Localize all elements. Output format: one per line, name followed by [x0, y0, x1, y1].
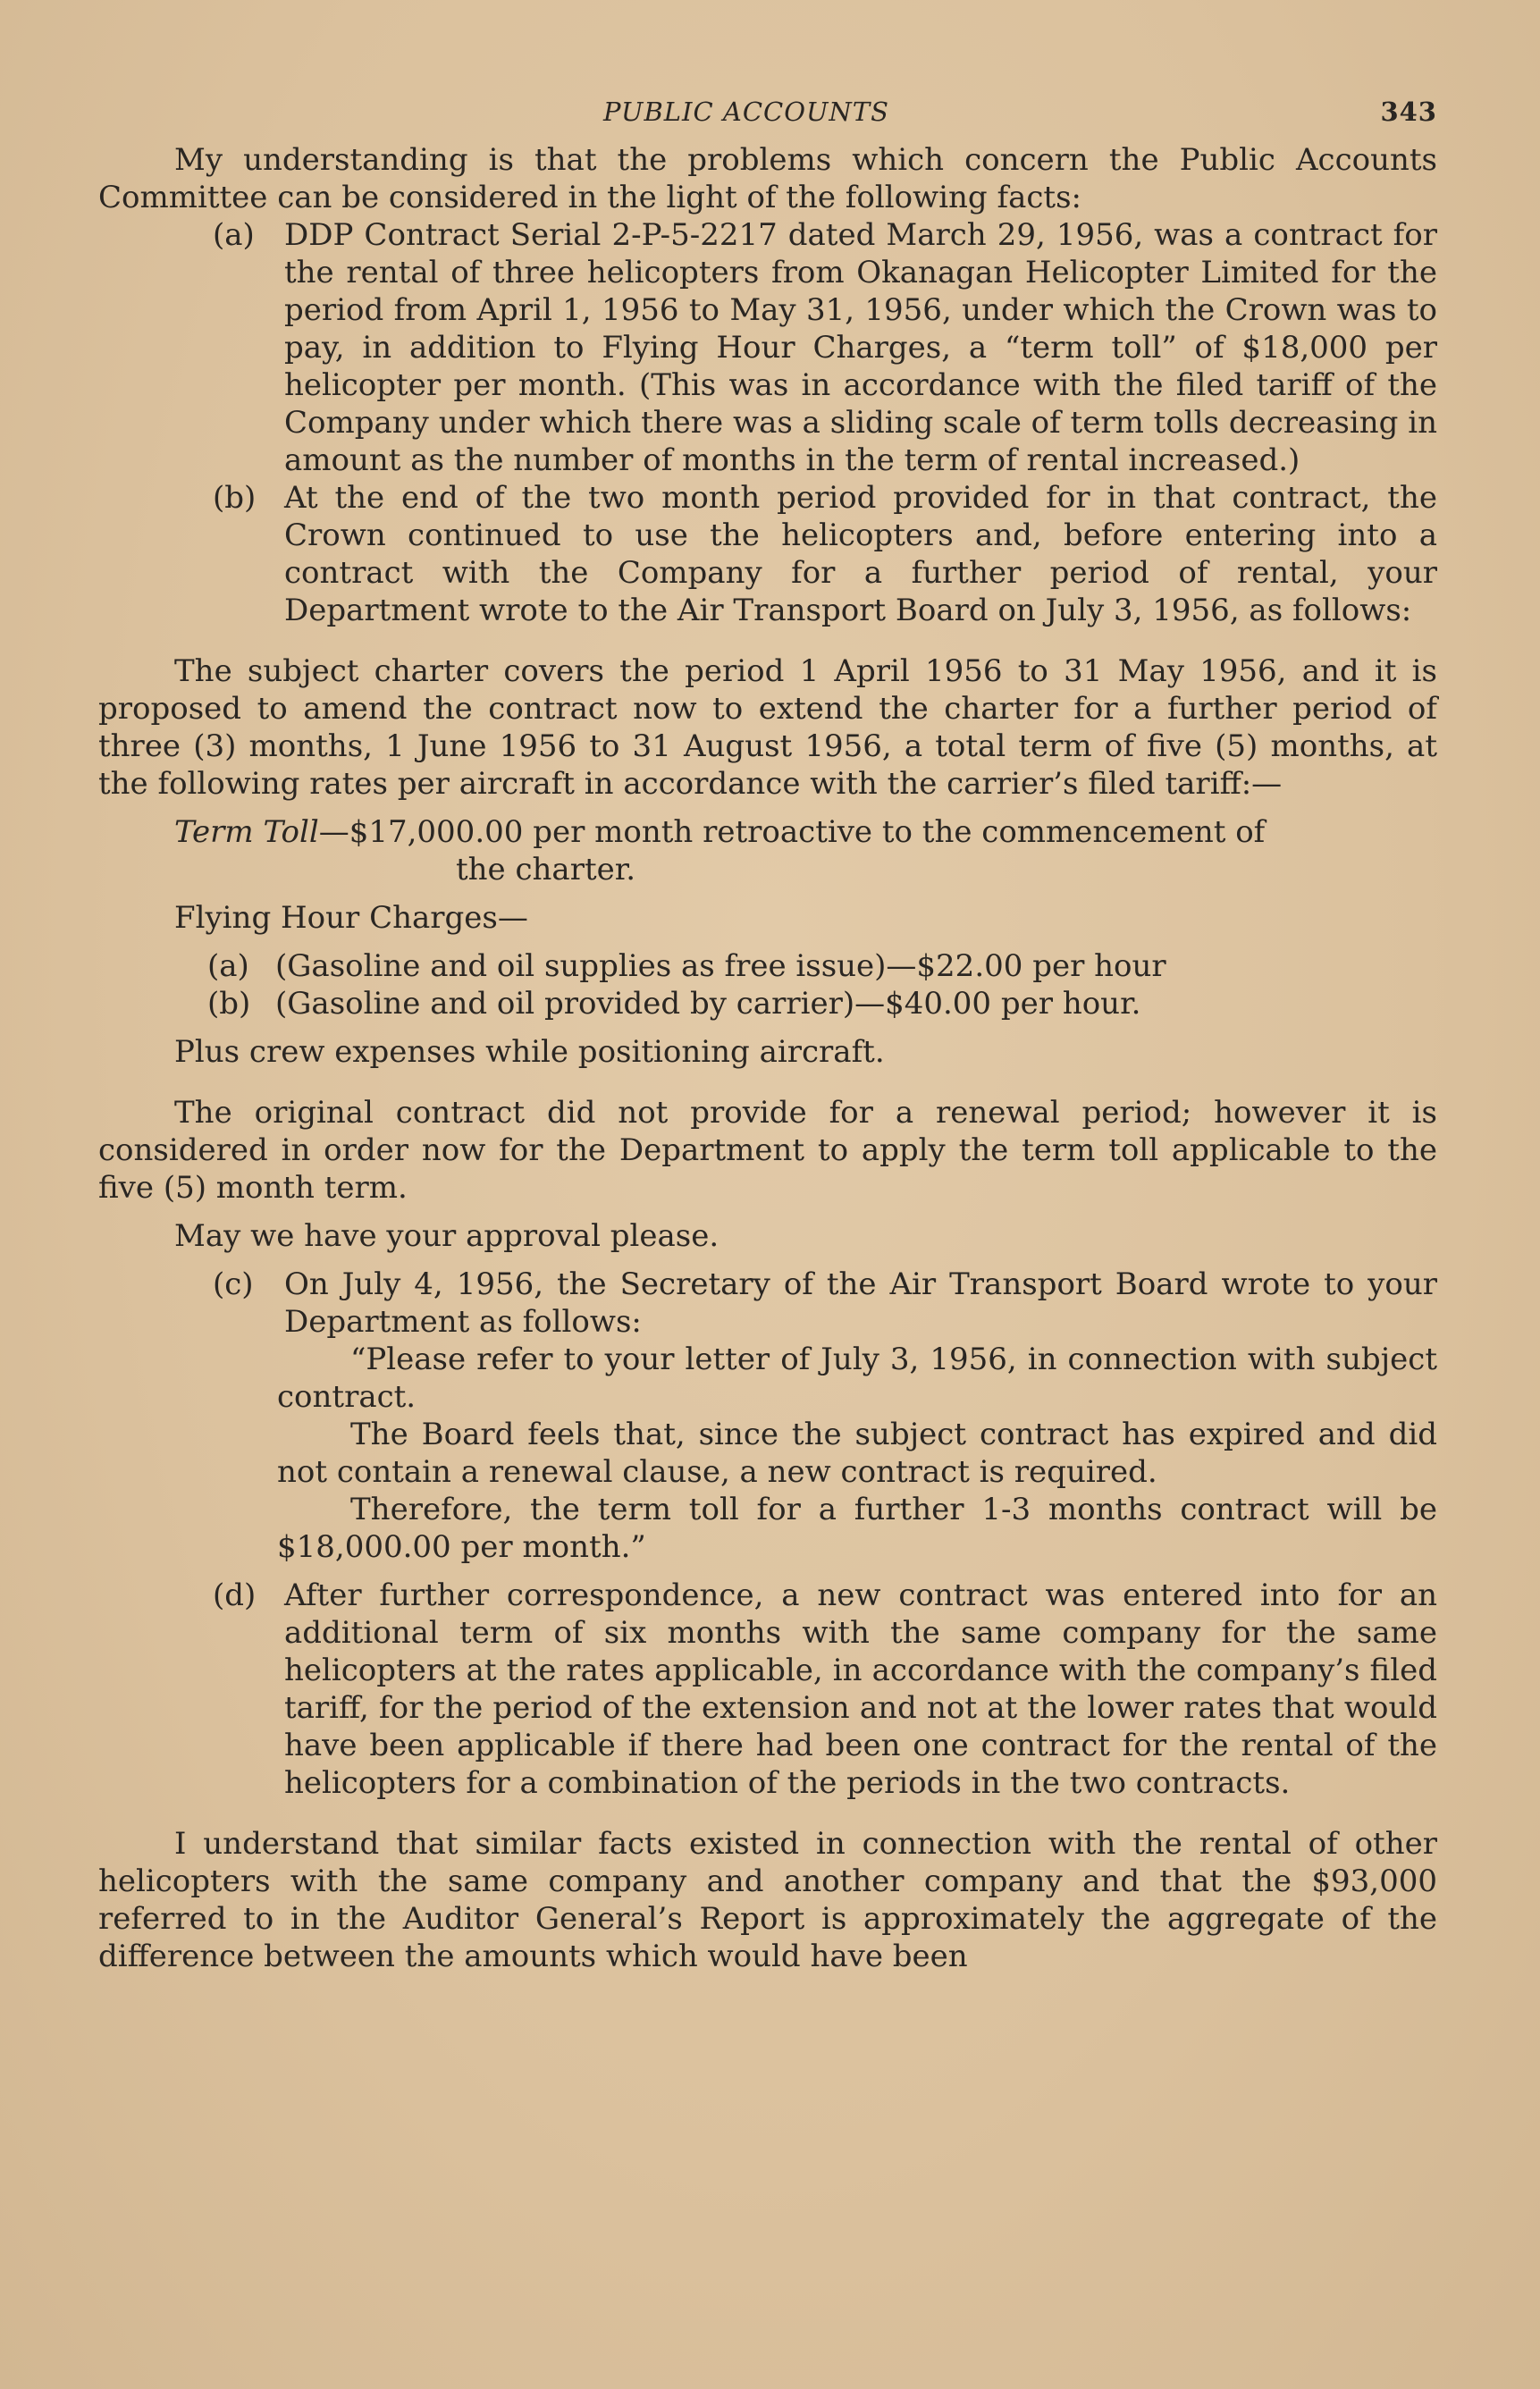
approval-line: May we have your approval please. [174, 1218, 720, 1254]
closing-paragraph: I understand that similar facts existed in connection with the rental of other helicopters with the same company and another company and that the $93,000 referred to in the Auditor General’s Report is approximately the aggregate of the difference between the amounts which would have been [98, 1826, 1437, 1974]
term-toll-line [98, 813, 1437, 888]
page-number: 343 [1380, 97, 1437, 127]
quote-paragraph-3: Therefore, the term toll for a further 1-3 months contract will be $18,000.00 per month.” [277, 1492, 1437, 1565]
item-label: (d) [213, 1577, 257, 1613]
item-label: (a) [207, 948, 249, 984]
list-item-c [98, 1266, 1437, 1341]
list-item-a [98, 216, 1437, 479]
charge-item-a [98, 947, 1437, 985]
flying-hour-heading: Flying Hour Charges— [174, 900, 528, 936]
intro-paragraph: My understanding is that the problems which concern the Public Accounts Committee can be considered in the light of the following facts: [98, 142, 1437, 215]
item-text: On July 4, 1956, the Secretary of the Air Transport Board wrote to your Department as follows: [284, 1266, 1437, 1340]
running-title: PUBLIC ACCOUNTS [603, 97, 889, 127]
list-item-b [98, 479, 1437, 629]
item-text: DDP Contract Serial 2-P-5-2217 dated March 29, 1956, was a contract for the rental of three helicopters from Okanagan Helicopter Limited for the period from April 1, 1956 to May 31, 1956, under which the Crown was to pay, in addition to Flying Hour Charges, a “term toll” of $18,000 per helicopter per month. (This was in accordance with the filed tariff of the Company under which there was a sliding scale of term tolls decreasing in amount as the number of months in the term of rental increased.) [284, 217, 1437, 478]
item-label: (b) [207, 986, 251, 1022]
letter-paragraph: The subject charter covers the period 1 April 1956 to 31 May 1956, and it is proposed to amend the contract now to extend the charter for a further period of three (3) months, 1 June 1956 to 31 August 1956, a total term of five (5) months, at the following rates per aircraft in accordance with the carrier’s filed tariff:— [98, 653, 1437, 802]
item-label: (a) [213, 217, 255, 253]
crew-expenses-line: Plus crew expenses while positioning aircraft. [174, 1034, 885, 1070]
item-label: (c) [213, 1266, 254, 1302]
running-header [98, 97, 1437, 141]
charge-item-b [98, 985, 1437, 1022]
term-toll-continuation: the charter. [456, 852, 636, 887]
item-text: (Gasoline and oil provided by carrier)—$40.00 per hour. [275, 986, 1141, 1022]
page-body [98, 141, 1437, 1975]
term-toll-text: —$17,000.00 per month retroactive to the commencement of [318, 814, 1266, 850]
quote-paragraph-1: “Please refer to your letter of July 3, 1956, in connection with subject contract. [277, 1342, 1437, 1415]
term-toll-label: Term Toll [174, 814, 319, 850]
quote-paragraph-2: The Board feels that, since the subject contract has expired and did not contain a renewal clause, a new contract is required. [277, 1417, 1437, 1490]
item-text: After further correspondence, a new contract was entered into for an additional term of six months with the same company for the same helicopters at the rates applicable, in accordance with the company’s filed tariff, for the period of the extension and not at the lower rates that would have been applicable if there had been one contract for the rental of the helicopters for a combination of the periods in the two contracts. [284, 1577, 1437, 1801]
original-contract-paragraph: The original contract did not provide for a renewal period; however it is considered in order now for the Department to apply the term toll applicable to the five (5) month term. [98, 1095, 1437, 1206]
item-text: (Gasoline and oil supplies as free issue)—$22.00 per hour [275, 948, 1166, 984]
item-text: At the end of the two month period provided for in that contract, the Crown continued to use the helicopters and, before entering into a contract with the Company for a further period of rental, your Department wrote to the Air Transport Board on July 3, 1956, as follows: [284, 480, 1437, 628]
item-label: (b) [213, 480, 257, 516]
list-item-d [98, 1577, 1437, 1802]
